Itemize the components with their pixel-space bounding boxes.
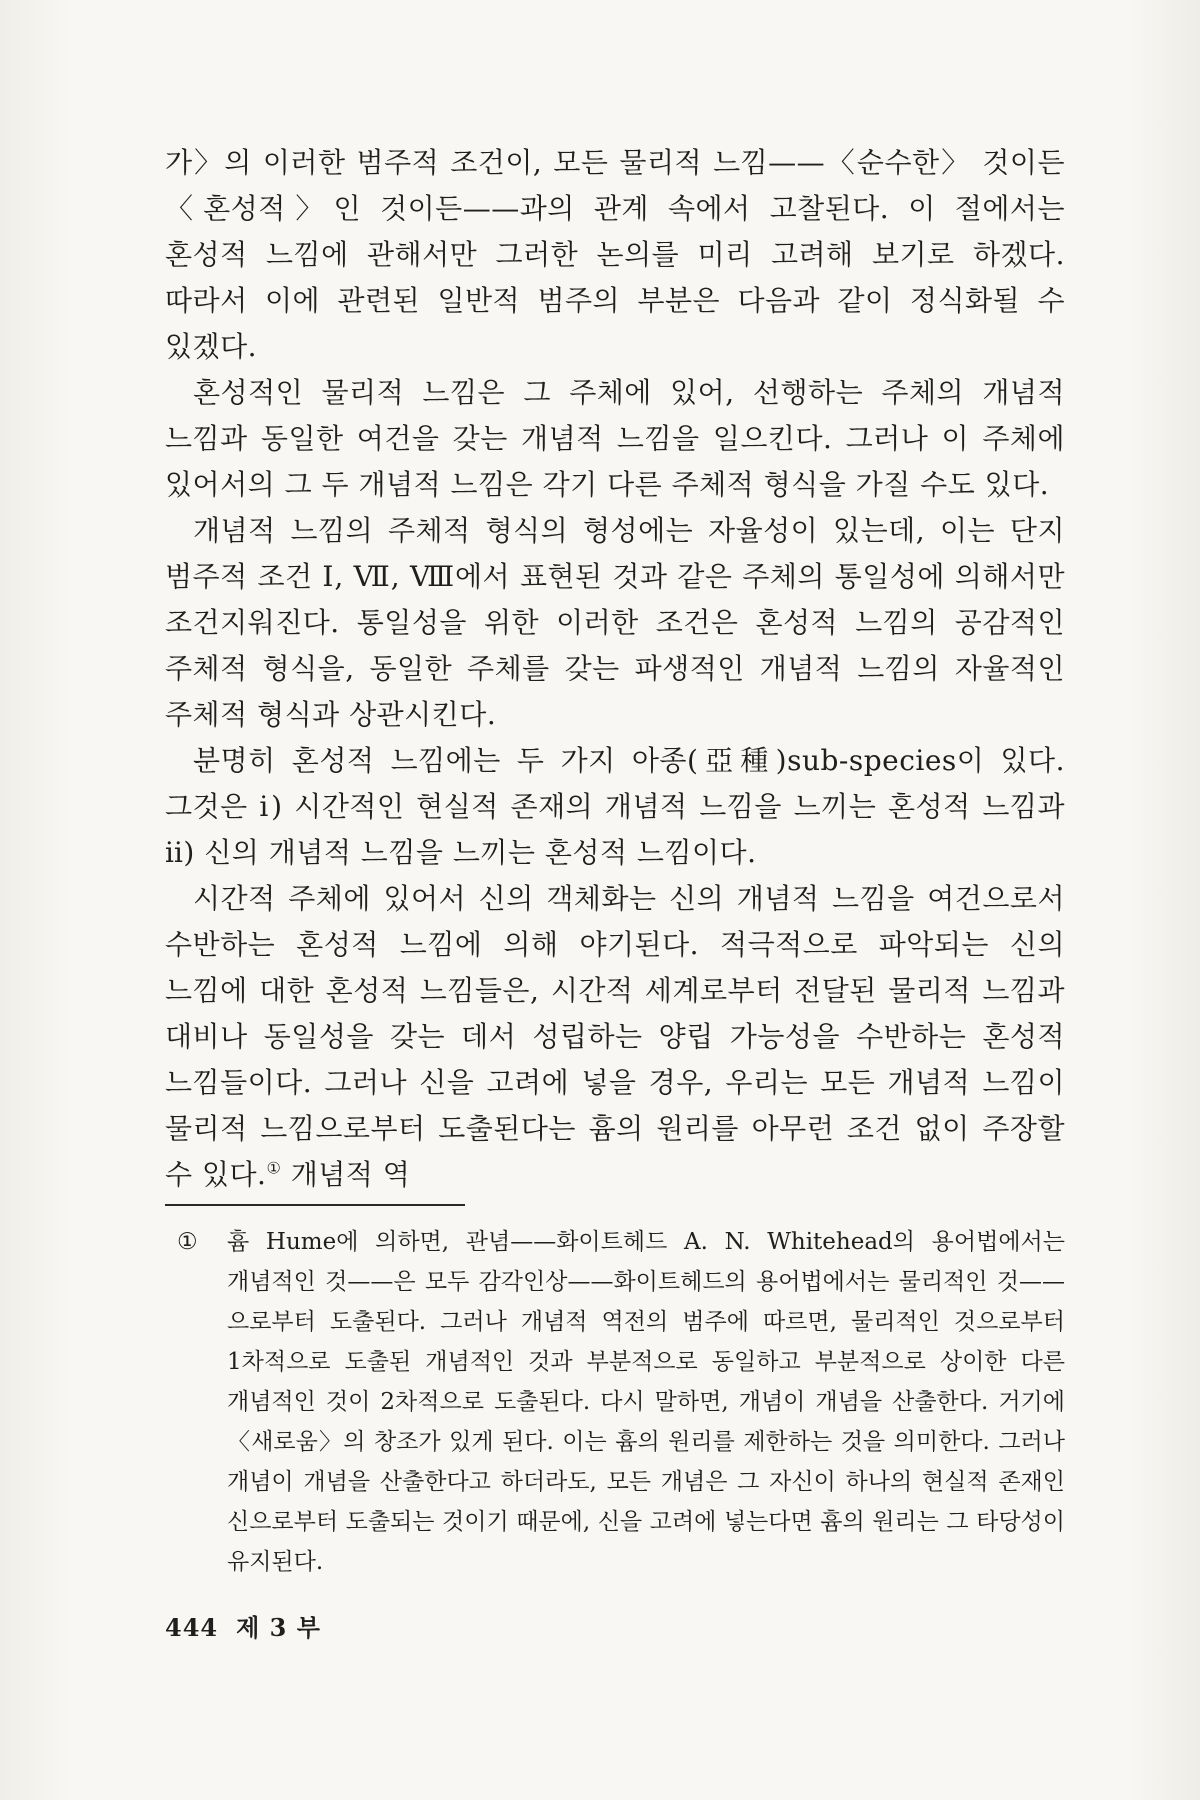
footnote-reference[interactable]: ①	[266, 1158, 282, 1178]
paragraph-2: 혼성적인 물리적 느낌은 그 주체에 있어, 선행하는 주체의 개념적 느낌과 동일한 여건을 갖는 개념적 느낌을 일으킨다. 그러나 이 주체에 있어서의 그 두 개념적 느낌은 각기 다른 주체적 형식을 가질 수도 있다.	[165, 376, 1065, 501]
paragraph-3: 개념적 느낌의 주체적 형식의 형성에는 자율성이 있는데, 이는 단지 범주적 조건 Ⅰ, Ⅶ, Ⅷ에서 표현된 것과 같은 주체의 통일성에 의해서만 조건지워진다. 통일성을 위한 이러한 조건은 혼성적 느낌의 공감적인 주체적 형식을, 동일한 주체를 갖는 파생적인 개념적 느낌의 자율적인 주체적 형식과 상관시킨다.	[165, 514, 1065, 731]
main-text	[165, 140, 1065, 1198]
footnote-marker: ①	[177, 1229, 198, 1255]
paragraph-1: 가〉의 이러한 범주적 조건이, 모든 물리적 느낌——〈순수한〉 것이든 〈혼성적〉인 것이든——과의 관계 속에서 고찰된다. 이 절에서는 혼성적 느낌에 관해서만 그러한 논의를 미리 고려해 보기로 하겠다. 따라서 이에 관련된 일반적 범주의 부분은 다음과 같이 정식화될 수 있겠다.	[165, 146, 1065, 363]
part-label: 제 3 부	[236, 1613, 321, 1642]
paragraph-4: 분명히 혼성적 느낌에는 두 가지 아종(亞種)sub-species이 있다. 그것은 ⅰ) 시간적인 현실적 존재의 개념적 느낌을 느끼는 혼성적 느낌과 ⅱ) 신의 개념적 느낌을 느끼는 혼성적 느낌이다.	[165, 744, 1065, 869]
footnote-divider	[165, 1204, 465, 1206]
footnote	[165, 1222, 1065, 1582]
paragraph-5	[165, 876, 1065, 1198]
paragraph-5-tail: 개념적 역	[281, 1158, 411, 1191]
page-number: 444	[165, 1613, 219, 1642]
paragraph-5-text: 시간적 주체에 있어서 신의 객체화는 신의 개념적 느낌을 여건으로서 수반하는 혼성적 느낌에 의해 야기된다. 적극적으로 파악되는 신의 느낌에 대한 혼성적 느낌들은, 시간적 세계로부터 전달된 물리적 느낌과 대비나 동일성을 갖는 데서 성립하는 양립 가능성을 수반하는 혼성적 느낌들이다. 그러나 신을 고려에 넣을 경우, 우리는 모든 개념적 느낌이 물리적 느낌으로부터 도출된다는 흄의 원리를 아무런 조건 없이 주장할 수 있다.	[165, 882, 1065, 1191]
page-footer	[165, 1608, 321, 1643]
footnote-text: 흄 Hume에 의하면, 관념——화이트헤드 A. N. Whitehead의 용어법에서는 개념적인 것——은 모두 감각인상——화이트헤드의 용어법에서는 물리적인 것——으로부터 도출된다. 그러나 개념적 역전의 범주에 따르면, 물리적인 것으로부터 1차적으로 도출된 개념적인 것과 부분적으로 동일하고 부분적으로 상이한 다른 개념적인 것이 2차적으로 도출된다. 다시 말하면, 개념이 개념을 산출한다. 거기에 〈새로움〉의 창조가 있게 된다. 이는 흄의 원리를 제한하는 것을 의미한다. 그러나 개념이 개념을 산출한다고 하더라도, 모든 개념은 그 자신이 하나의 현실적 존재인 신으로부터 도출되는 것이기 때문에, 신을 고려에 넣는다면 흄의 원리는 그 타당성이 유지된다.	[227, 1229, 1065, 1575]
